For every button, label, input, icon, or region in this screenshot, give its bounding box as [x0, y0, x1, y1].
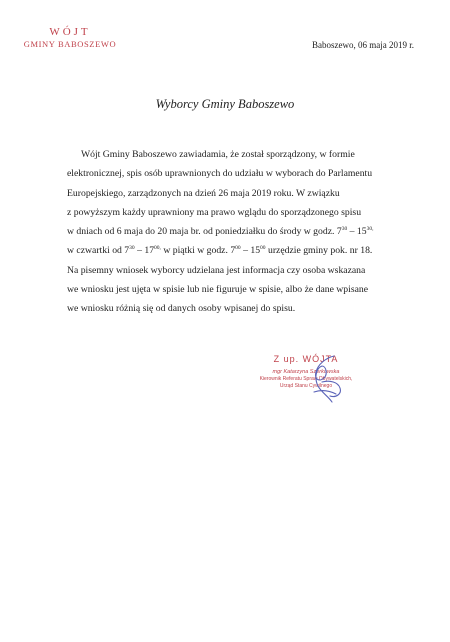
hour-superscript: 30: [341, 226, 348, 233]
date-line: Baboszewo, 06 maja 2019 r.: [312, 40, 414, 50]
body-text: – 15: [240, 245, 261, 257]
stamp-office: Urząd Stanu Cywilnego: [279, 383, 333, 389]
body-text: – 17: [134, 245, 155, 257]
stamp-authorization: Z up. WÓJTA: [273, 354, 339, 364]
handwritten-signature: [300, 352, 350, 408]
hour-superscript: 00: [235, 245, 241, 252]
body-text: w piątki w godz. 7: [160, 245, 236, 257]
page-title: Wyborcy Gminy Baboszewo: [155, 97, 295, 111]
body-line: elektronicznej, spis osób uprawnionych do udziału w wyborach do Parlamentu: [67, 168, 373, 180]
hour-superscript: 30,: [366, 226, 374, 233]
body-line: we wniosku różnią się od danych osoby wpisanej do spisu.: [67, 303, 296, 315]
body-text: w dniach od 6 maja do 20 maja br. od poniedziałku do środy w godz. 7: [67, 226, 342, 238]
letterhead: [20, 26, 120, 50]
stamp-position: Kierownik Referatu Spraw Obywatelskich,: [259, 376, 353, 382]
body-line: Europejskiego, zarządzonych na dzień 26 maja 2019 roku. W związku: [67, 187, 340, 199]
body-line: Wójt Gminy Baboszewo zawiadamia, że został sporządzony, w formie: [81, 149, 355, 160]
hour-superscript: 00,: [154, 245, 161, 252]
body-line: z powyższym każdy uprawniony ma prawo wglądu do sporządzonego spisu: [67, 206, 362, 218]
body-text: w czwartki od 7: [67, 245, 130, 257]
body-line: Na pisemny wniosek wyborcy udzielana jest informacja czy osoba wskazana: [67, 264, 366, 276]
letterhead-subtitle: GMINY BABOSZEWO: [23, 39, 117, 49]
hour-superscript: 00: [260, 245, 266, 252]
body-line: [67, 222, 374, 241]
body-line: we wniosku jest ujęta w spisie lub nie figuruje w spisie, albo że dane wpisane: [67, 284, 369, 296]
stamp-name: mgr Katarzyna Szerkowska: [272, 369, 340, 375]
body-text: urzędzie gminy pok. nr 18.: [265, 245, 373, 257]
body-text: – 15: [347, 226, 367, 238]
announcement-body: [67, 145, 374, 319]
letterhead-title: WÓJT: [49, 26, 91, 38]
body-line: [67, 241, 373, 260]
hour-superscript: 30: [129, 245, 135, 252]
